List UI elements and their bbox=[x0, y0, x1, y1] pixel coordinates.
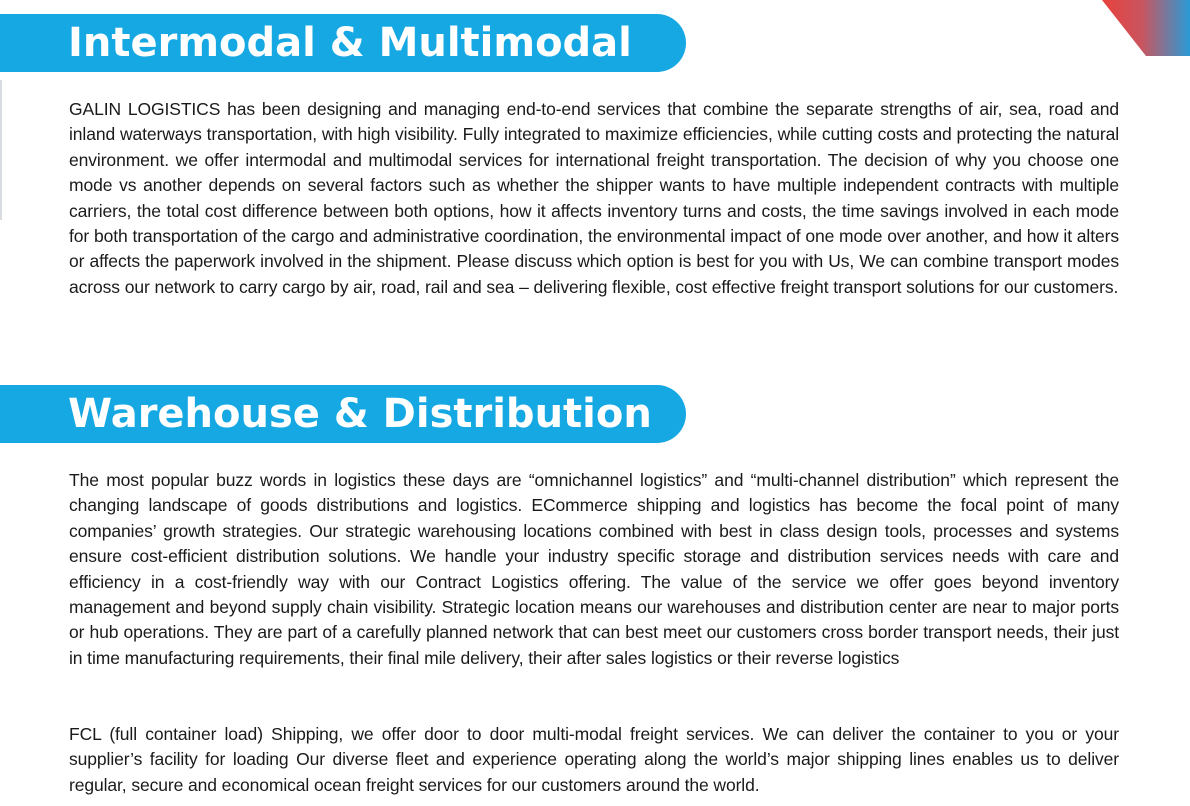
fcl-shipping-paragraph: FCL (full container load) Shipping, we offer door to door multi-modal freight services. We can deliver the container to you or your supplier’s facility for loading Our diverse fleet and experience operating along the world’s major shipping lines enables us to deliver regular, secure and economical ocean freight services for our customers around the world. bbox=[69, 724, 1119, 795]
section-heading-intermodal: Intermodal & Multimodal bbox=[68, 20, 632, 66]
warehouse-paragraph: The most popular buzz words in logistics these days are “omnichannel logistics” and “multi-channel distribution” which represent the changing landscape of goods distributions and logistics. ECommerce shipping and logistics has become the focal point of many companies’ growth strategies. Our strategic warehousing locations combined with best in class design tools, processes and systems ensure cost-efficient distribution solutions. We handle your industry specific storage and distribution services needs with care and efficiency in a cost-friendly way with our Contract Logistics offering. The value of the service we offer goes beyond inventory management and beyond supply chain visibility. Strategic location means our warehouses and distribution center are near to major ports or hub operations. They are part of a carefully planned network that can best meet our customers cross border transport needs, their just in time manufacturing requirements, their final mile delivery, their after sales logistics or their reverse logistics bbox=[69, 470, 1119, 668]
corner-accent-graphic bbox=[1050, 0, 1190, 56]
section-banner-warehouse bbox=[0, 385, 686, 443]
section-heading-warehouse: Warehouse & Distribution bbox=[68, 391, 652, 437]
section-banner-intermodal bbox=[0, 14, 686, 72]
intermodal-paragraph: GALIN LOGISTICS has been designing and managing end-to-end services that combine the separate strengths of air, sea, road and inland waterways transportation, with high visibility. Fully integrated to maximize efficiencies, while cutting costs and protecting the natural environment. we offer intermodal and multimodal services for international freight transportation. The decision of why you choose one mode vs another depends on several factors such as whether the shipper wants to have multiple independent contracts with multiple carriers, the total cost difference between both options, how it affects inventory turns and costs, the time savings involved in each mode for both transportation of the cargo and administrative coordination, the environmental impact of one mode over another, and how it alters or affects the paperwork involved in the shipment. Please discuss which option is best for you with Us, We can combine transport modes across our network to carry cargo by air, road, rail and sea – delivering flexible, cost effective freight transport solutions for our customers. bbox=[69, 99, 1119, 297]
left-edge-rule bbox=[0, 80, 2, 220]
